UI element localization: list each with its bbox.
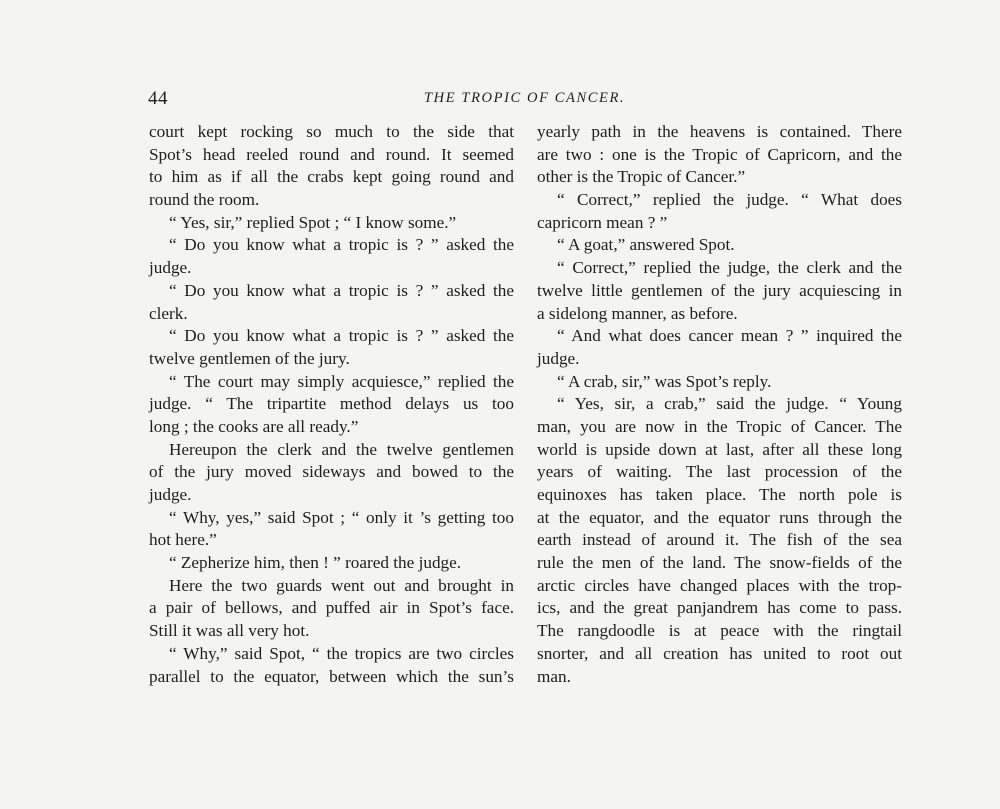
- text-line: twelve little gentlemen of the jury acquiescing in: [537, 280, 902, 300]
- text-line: judge.: [537, 348, 580, 368]
- text-line: “ A crab, sir,” was Spot’s reply.: [557, 371, 772, 391]
- text-line: rule the men of the land. The snow-fields of the: [537, 553, 902, 573]
- text-line: “ Yes, sir, a crab,” said the judge. “ Young: [557, 394, 902, 414]
- text-line: “ The court may simply acquiesce,” replied the: [169, 371, 514, 391]
- text-line: “ Correct,” replied the judge. “ What does: [557, 190, 902, 210]
- text-line: “ Zepherize him, then ! ” roared the judge.: [169, 553, 462, 573]
- page-header: [148, 88, 901, 112]
- text-line: a sidelong manner, as before.: [537, 303, 738, 323]
- text-line: “ Do you know what a tropic is ? ” asked the: [169, 326, 514, 346]
- text-line: other is the Tropic of Cancer.”: [537, 167, 746, 187]
- text-line: Here the two guards went out and brought in: [169, 575, 514, 595]
- text-line: hot here.”: [149, 530, 217, 550]
- text-line: capricorn mean ? ”: [537, 212, 668, 232]
- text-line: arctic circles have changed places with the trop-: [537, 575, 902, 595]
- text-line: “ Correct,” replied the judge, the clerk and the: [557, 258, 902, 278]
- right-text-column: [537, 121, 902, 688]
- text-line: snorter, and all creation has united to root out: [537, 643, 902, 663]
- text-line: long ; the cooks are all ready.”: [149, 416, 359, 436]
- text-line: to him as if all the crabs kept going round and: [149, 167, 514, 187]
- text-line: “ Why,” said Spot, “ the tropics are two circles: [169, 643, 514, 663]
- text-line: judge.: [149, 485, 192, 504]
- text-line: round the room.: [149, 190, 260, 210]
- text-line: clerk.: [149, 303, 188, 323]
- text-line: equinoxes has taken place. The north pole is: [537, 485, 902, 504]
- text-line: “ Do you know what a tropic is ? ” asked the: [169, 235, 514, 255]
- text-line: “ A goat,” answered Spot.: [557, 235, 735, 255]
- text-line: man.: [537, 666, 571, 686]
- text-line: The rangdoodle is at peace with the ringtail: [537, 621, 902, 641]
- text-line: court kept rocking so much to the side that: [149, 122, 514, 141]
- page-number: 44: [148, 88, 168, 109]
- text-line: judge.: [149, 258, 192, 278]
- text-line: Hereupon the clerk and the twelve gentlemen: [169, 439, 514, 459]
- text-line: Still it was all very hot.: [149, 621, 310, 641]
- text-line: “ Do you know what a tropic is ? ” asked the: [169, 280, 514, 300]
- left-text-column: [149, 121, 514, 688]
- text-line: twelve gentlemen of the jury.: [149, 348, 350, 368]
- text-line: are two : one is the Tropic of Capricorn, and the: [537, 144, 902, 164]
- text-line: earth instead of around it. The fish of the sea: [537, 530, 902, 550]
- text-line: world is upside down at last, after all these long: [537, 439, 902, 459]
- text-line: years of waiting. The last procession of the: [537, 462, 902, 482]
- text-line: man, you are now in the Tropic of Cancer. The: [537, 416, 902, 436]
- text-line: Spot’s head reeled round and round. It seemed: [149, 144, 514, 164]
- text-line: yearly path in the heavens is contained. There: [537, 122, 902, 141]
- text-line: judge. “ The tripartite method delays us too: [149, 394, 514, 414]
- text-line: parallel to the equator, between which the sun’s: [149, 666, 514, 686]
- running-title: THE TROPIC OF CANCER.: [424, 90, 626, 106]
- text-line: “ And what does cancer mean ? ” inquired the: [557, 326, 902, 346]
- text-line: “ Why, yes,” said Spot ; “ only it ’s getting too: [169, 507, 514, 527]
- text-line: “ Yes, sir,” replied Spot ; “ I know some.”: [169, 212, 457, 232]
- text-line: a pair of bellows, and puffed air in Spot’s face.: [149, 598, 514, 618]
- text-line: at the equator, and the equator runs through the: [537, 507, 902, 527]
- text-line: of the jury moved sideways and bowed to the: [149, 462, 514, 482]
- text-line: ics, and the great panjandrem has come to pass.: [537, 598, 902, 618]
